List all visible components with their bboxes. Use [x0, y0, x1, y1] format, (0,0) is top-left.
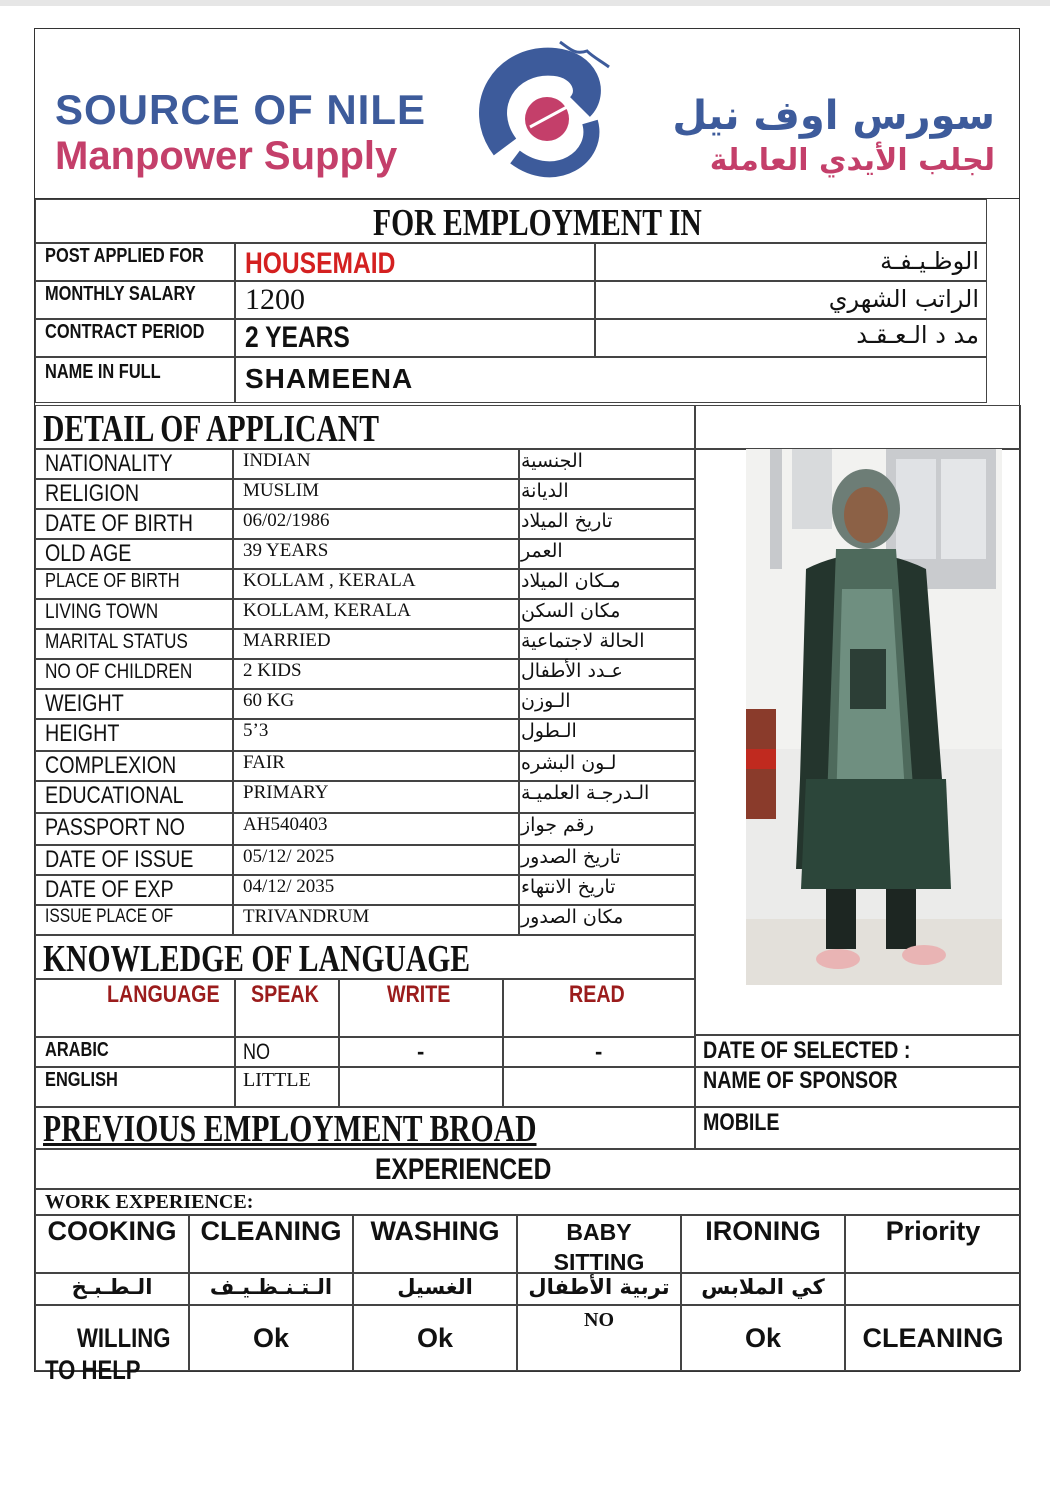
detail-value: MUSLIM — [243, 480, 320, 501]
post-applied-label: POST APPLIED FOR — [45, 245, 204, 267]
detail-label: NATIONALITY — [45, 450, 173, 477]
detail-value: AH540403 — [243, 814, 328, 835]
sponsor-name-label: NAME OF SPONSOR — [703, 1067, 898, 1094]
arabic-read-value: - — [595, 1039, 603, 1064]
work-skill-arabic: الغسيل — [397, 1275, 473, 1299]
work-skill-label: WASHING — [370, 1216, 500, 1246]
work-skill-value: Ok — [744, 1323, 782, 1353]
arabic-speak-value: NO — [243, 1039, 271, 1064]
detail-value: INDIAN — [243, 450, 311, 471]
detail-value: FAIR — [243, 752, 285, 773]
detail-arabic-label: الـطول — [521, 720, 577, 742]
contract-period-value: 2 YEARS — [245, 321, 350, 354]
mobile-label: MOBILE — [703, 1109, 780, 1136]
detail-label: EDUCATIONAL — [45, 782, 184, 809]
detail-arabic-label: العمر — [521, 540, 563, 562]
company-logo-icon — [475, 37, 625, 187]
post-applied-value: HOUSEMAID — [245, 247, 396, 280]
work-skill-label: CLEANING — [200, 1216, 342, 1246]
read-header: READ — [569, 981, 625, 1008]
english-language-label: ENGLISH — [45, 1069, 118, 1091]
detail-arabic-label: الـدرجـة العلميـة — [521, 782, 650, 804]
work-skill-label: Priority — [885, 1216, 981, 1246]
detail-value: PRIMARY — [243, 782, 329, 803]
english-speak-value: LITTLE — [243, 1069, 311, 1091]
detail-label: HEIGHT — [45, 720, 120, 747]
detail-arabic-label: مكان الصدور — [521, 906, 624, 928]
detail-arabic-label: عـدد الأطفال — [521, 660, 623, 682]
detail-arabic-label: الـوزن — [521, 690, 571, 712]
detail-value: 05/12/ 2025 — [243, 846, 335, 867]
detail-value: 60 KG — [243, 690, 295, 711]
work-experience-title: WORK EXPERIENCE: — [45, 1191, 254, 1213]
detail-label: DATE OF ISSUE — [45, 846, 194, 873]
detail-arabic-label: الحالة لاجتماعية — [521, 630, 645, 652]
name-in-full-value: SHAMEENA — [245, 363, 414, 394]
lang-cell — [339, 1067, 503, 1107]
date-selected-label: DATE OF SELECTED : — [703, 1037, 911, 1064]
work-skill-value: Ok — [416, 1323, 454, 1353]
detail-value: 06/02/1986 — [243, 510, 330, 531]
arabic-write-value: - — [417, 1039, 425, 1064]
work-skill-value: NO — [584, 1309, 614, 1331]
monthly-salary-label: MONTHLY SALARY — [45, 283, 196, 305]
willing-label-2: TO HELP — [45, 1355, 141, 1385]
detail-arabic-label: الجنسية — [521, 450, 583, 472]
work-skill-arabic: كي الملابس — [701, 1275, 825, 1299]
detail-value: 5’3 — [243, 720, 269, 741]
monthly-salary-value: 1200 — [245, 283, 305, 316]
detail-value: 39 YEARS — [243, 540, 329, 561]
previous-employment-title: PREVIOUS EMPLOYMENT BROAD — [43, 1108, 537, 1150]
detail-arabic-label: رقم جواز — [521, 814, 594, 836]
applicant-photo-image — [746, 449, 1002, 985]
work-skill-value: CLEANING — [862, 1323, 1004, 1353]
detail-arabic-label: الديانة — [521, 480, 569, 502]
company-line-2: Manpower Supply — [55, 134, 398, 178]
work-skill-label: BABY SITTING — [553, 1219, 645, 1275]
work-skill-arabic: تربية الأطفال — [528, 1275, 670, 1299]
detail-arabic-label: لـون البشره — [521, 752, 617, 774]
work-skill-label: IRONING — [705, 1216, 821, 1246]
language-header: LANGUAGE — [107, 981, 220, 1008]
contract-period-arabic: مد د الـعـقـد — [856, 321, 979, 349]
detail-label: OLD AGE — [45, 540, 132, 567]
detail-value: KOLLAM , KERALA — [243, 570, 416, 591]
work-arabic-cell — [845, 1273, 1021, 1305]
name-in-full-label: NAME IN FULL — [45, 361, 161, 383]
write-header: WRITE — [387, 981, 451, 1008]
detail-arabic-label: تاريخ الصدور — [521, 846, 621, 868]
detail-arabic-label: مكان السكن — [521, 600, 621, 622]
company-name-english — [55, 87, 426, 179]
detail-label: NO OF CHILDREN — [45, 660, 193, 683]
arabic-line-1: سورس اوف نيل — [672, 93, 995, 139]
applicant-photo — [746, 449, 1002, 985]
company-name-arabic — [672, 91, 995, 181]
detail-value: MARRIED — [243, 630, 331, 651]
detail-label: DATE OF EXP — [45, 876, 174, 903]
work-skill-label: COOKING — [47, 1216, 177, 1246]
top-divider — [0, 0, 1050, 6]
detail-label: COMPLEXION — [45, 752, 177, 779]
contract-period-label: CONTRACT PERIOD — [45, 321, 205, 343]
company-line-1: SOURCE OF NILE — [55, 86, 427, 133]
work-skill-arabic: الـطـبـخ — [71, 1275, 153, 1299]
detail-arabic-label: مـكان الميلاد — [521, 570, 621, 592]
detail-label: PLACE OF BIRTH — [45, 570, 180, 592]
applicant-title: DETAIL OF APPLICANT — [43, 408, 379, 450]
detail-value: 04/12/ 2035 — [243, 876, 335, 897]
monthly-salary-arabic: الراتب الشهري — [828, 285, 979, 313]
employment-title: FOR EMPLOYMENT IN — [373, 202, 702, 244]
detail-label: DATE OF BIRTH — [45, 510, 193, 537]
detail-value: KOLLAM, KERALA — [243, 600, 411, 621]
detail-arabic-label: تاريخ الانتهاء — [521, 876, 616, 898]
post-applied-arabic: الوظـيـفـة — [880, 247, 979, 275]
arabic-line-2: لجلب الأيدي العاملة — [709, 143, 995, 178]
detail-label: MARITAL STATUS — [45, 630, 188, 653]
detail-label: WEIGHT — [45, 690, 124, 717]
detail-label: RELIGION — [45, 480, 140, 507]
detail-label: ISSUE PLACE OF — [45, 906, 174, 927]
speak-header: SPEAK — [251, 981, 319, 1008]
company-header — [35, 29, 1019, 199]
work-skill-value: Ok — [252, 1323, 290, 1353]
detail-value-cell — [233, 719, 519, 751]
detail-arabic-label: تاريخ الميلاد — [521, 510, 613, 532]
experienced-status: EXPERIENCED — [375, 1153, 552, 1186]
photo-title-cell — [695, 405, 1021, 449]
detail-label: LIVING TOWN — [45, 600, 159, 623]
detail-value: 2 KIDS — [243, 660, 302, 681]
detail-value: TRIVANDRUM — [243, 906, 370, 927]
work-skill-arabic: الـتـنـظـيـف — [209, 1275, 333, 1299]
detail-label: PASSPORT NO — [45, 814, 185, 841]
language-title: KNOWLEDGE OF LANGUAGE — [43, 938, 471, 980]
arabic-language-label: ARABIC — [45, 1039, 109, 1061]
willing-label-1: WILLING — [77, 1323, 171, 1353]
lang-cell — [503, 1067, 695, 1107]
